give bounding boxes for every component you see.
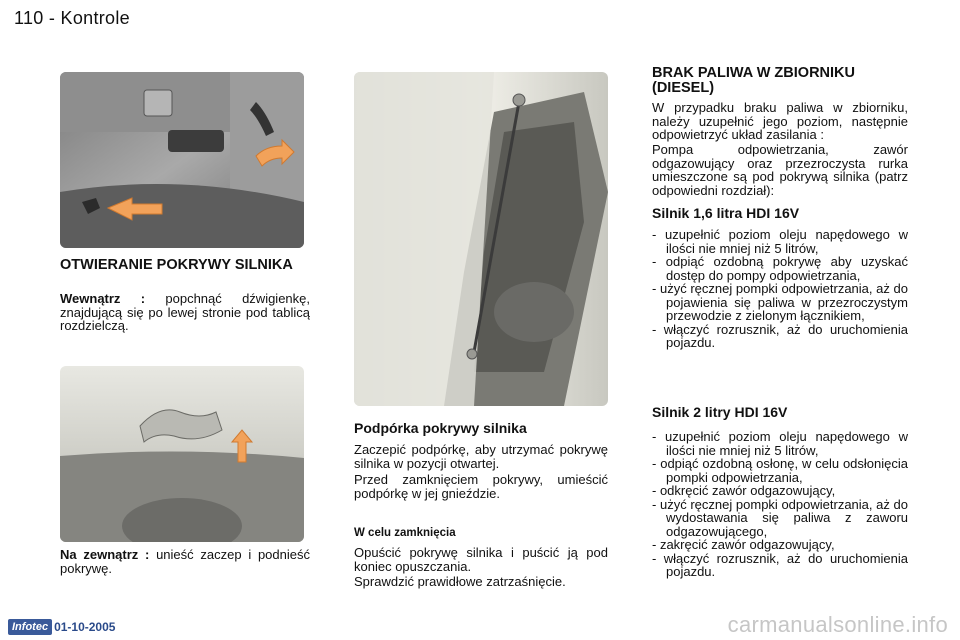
engine2-title: Silnik 2 litry HDI 16V — [652, 404, 788, 420]
bonnet-opening-heading: OTWIERANIE POKRYWY SILNIKA — [60, 257, 293, 273]
list-item: - odpiąć ozdobną osłonę, w celu odsłonięcia pompki odpowietrzania, — [652, 456, 908, 485]
list-item: - zakręcić zawór odgazowujący, — [652, 537, 835, 552]
header-separator: - — [43, 8, 61, 28]
fuel-intro: W przypadku braku paliwa w zbiorniku, należy uzupełnić jego poziom, następnie odpowietrzyć układ zasilania : — [652, 100, 908, 142]
list-item: - użyć ręcznej pompki odpowietrzania, aż do pojawienia się paliwa w przezroczystym przewodzie z zielonym łącznikiem, — [652, 281, 908, 323]
closing-heading: W celu zamknięcia — [354, 527, 456, 539]
page-title: Kontrole — [60, 8, 130, 28]
outside-text: unieść zaczep i podnieść pokrywę. — [60, 547, 310, 576]
page-number: 110 — [14, 8, 44, 28]
pump-location: Pompa odpowietrzania, zawór odgazowujący oraz przezroczysta rurka umieszczone są pod pokrywą silnika (patrz odpowiedni rozdział): — [652, 142, 908, 198]
page-header — [14, 8, 130, 29]
outside-instruction — [60, 548, 310, 575]
engine1-title: Silnik 1,6 litra HDI 16V — [652, 205, 800, 221]
strut-paragraph-2: Przed zamknięciem pokrywy, umieścić podpórkę w jej gnieździe. — [354, 472, 608, 501]
closing-paragraph-1: Opuścić pokrywę silnika i puścić ją pod koniec opuszczania. — [354, 545, 608, 574]
site-watermark[interactable]: carmanualsonline.info — [727, 612, 948, 637]
footer-date: 01-10-2005 — [54, 620, 116, 634]
inside-label: Wewnątrz : — [60, 291, 146, 306]
inside-text: popchnąć dźwigienkę, znajdującą się po lewej stronie pod tablicą rozdzielczą. — [60, 291, 310, 333]
exterior-latch-photo — [60, 366, 304, 542]
list-item: - uzupełnić poziom oleju napędowego w ilości nie mniej niż 5 litrów, — [652, 227, 908, 256]
list-item: - włączyć rozrusznik, aż do uruchomienia pojazdu. — [652, 321, 908, 350]
engine1-steps — [652, 228, 908, 350]
strut-paragraph-1: Zaczepić podpórkę, aby utrzymać pokrywę silnika w pozycji otwartej. — [354, 442, 608, 471]
strut-heading: Podpórka pokrywy silnika — [354, 420, 527, 436]
infotec-logo: Infotec — [8, 619, 52, 635]
bonnet-strut-photo — [354, 72, 608, 406]
interior-release-photo — [60, 72, 304, 248]
list-item: - uzupełnić poziom oleju napędowego w ilości nie mniej niż 5 litrów, — [652, 429, 908, 458]
list-item: - odkręcić zawór odgazowujący, — [652, 483, 836, 498]
fuel-empty-heading: BRAK PALIWA W ZBIORNIKU (DIESEL) — [652, 65, 855, 96]
inside-instruction — [60, 292, 310, 333]
closing-paragraph-2: Sprawdzić prawidłowe zatrzaśnięcie. — [354, 574, 566, 589]
footer — [8, 618, 115, 636]
outside-label: Na zewnątrz : — [60, 547, 150, 562]
list-item: - użyć ręcznej pompki odpowietrzania, aż do wydostawania się paliwa z zaworu odgazowującego, — [652, 496, 908, 539]
list-item: - odpiąć ozdobną pokrywę aby uzyskać dostęp do pompy odpowietrzania, — [652, 254, 908, 283]
engine2-steps — [652, 430, 908, 579]
list-item: - włączyć rozrusznik, aż do uruchomienia pojazdu. — [652, 550, 908, 579]
